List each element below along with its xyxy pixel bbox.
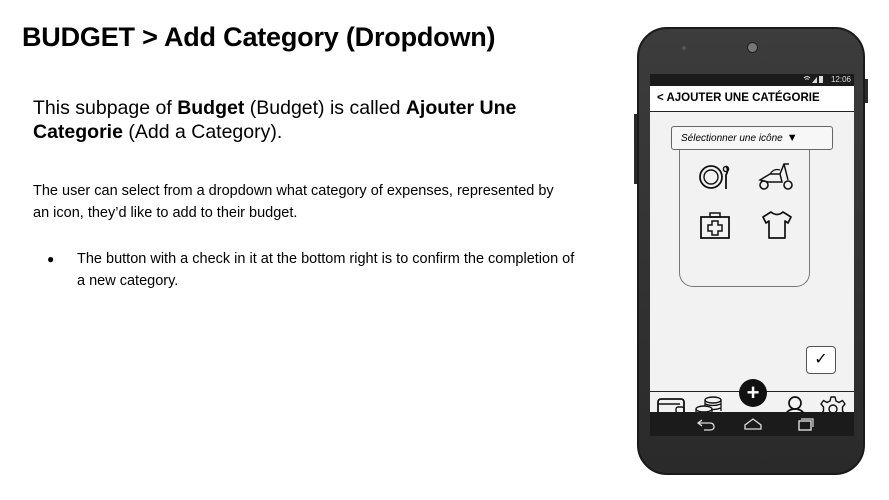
medical-kit-icon[interactable] (698, 208, 732, 242)
scooter-icon[interactable] (756, 158, 796, 192)
status-icons (803, 75, 827, 84)
description-text: The user can select from a dropdown what category of expenses, represented by an icon, they’d like to add to their budget. (33, 183, 554, 221)
tshirt-icon[interactable] (760, 208, 794, 242)
chevron-down-icon: ▼ (786, 132, 798, 144)
add-button[interactable]: + (739, 379, 767, 407)
icon-select-dropdown[interactable] (671, 126, 833, 150)
dropdown-placeholder: Sélectionner une icône (681, 133, 783, 144)
bullet-dot-icon: ● (47, 252, 55, 266)
phone-mockup (637, 27, 865, 475)
front-camera (747, 42, 758, 53)
page-header[interactable] (650, 86, 854, 112)
confirm-button[interactable]: ✓ (806, 346, 836, 374)
intro-text-2: (Budget) is called (244, 97, 406, 119)
volume-button (865, 79, 868, 103)
recents-icon[interactable] (795, 416, 815, 432)
status-time: 12:06 (830, 75, 851, 84)
slide-title: BUDGET > Add Category (Dropdown) (22, 22, 496, 52)
page-title[interactable]: < AJOUTER UNE CATÉGORIE (657, 92, 820, 104)
home-icon[interactable] (743, 416, 763, 432)
android-nav-bar (650, 412, 854, 436)
intro-bold-budget: Budget (177, 97, 245, 119)
icon-dropdown-panel (679, 150, 810, 287)
dining-icon[interactable] (698, 160, 732, 194)
power-button (634, 114, 637, 184)
phone-screen (650, 74, 854, 436)
back-icon[interactable] (696, 416, 716, 432)
intro-bold-page-name: Ajouter Une Categorie (33, 97, 517, 143)
bullet-text: The button with a check in it at the bottom right is to confirm the completion of a new category. (77, 251, 575, 289)
bullet-list (33, 248, 578, 292)
intro-paragraph (33, 96, 593, 144)
intro-text-1: This subpage of (33, 97, 178, 119)
bullet-item (33, 248, 578, 292)
sensor-dot (682, 46, 686, 50)
intro-text-3: (Add a Category). (122, 121, 283, 143)
status-bar (650, 74, 854, 86)
